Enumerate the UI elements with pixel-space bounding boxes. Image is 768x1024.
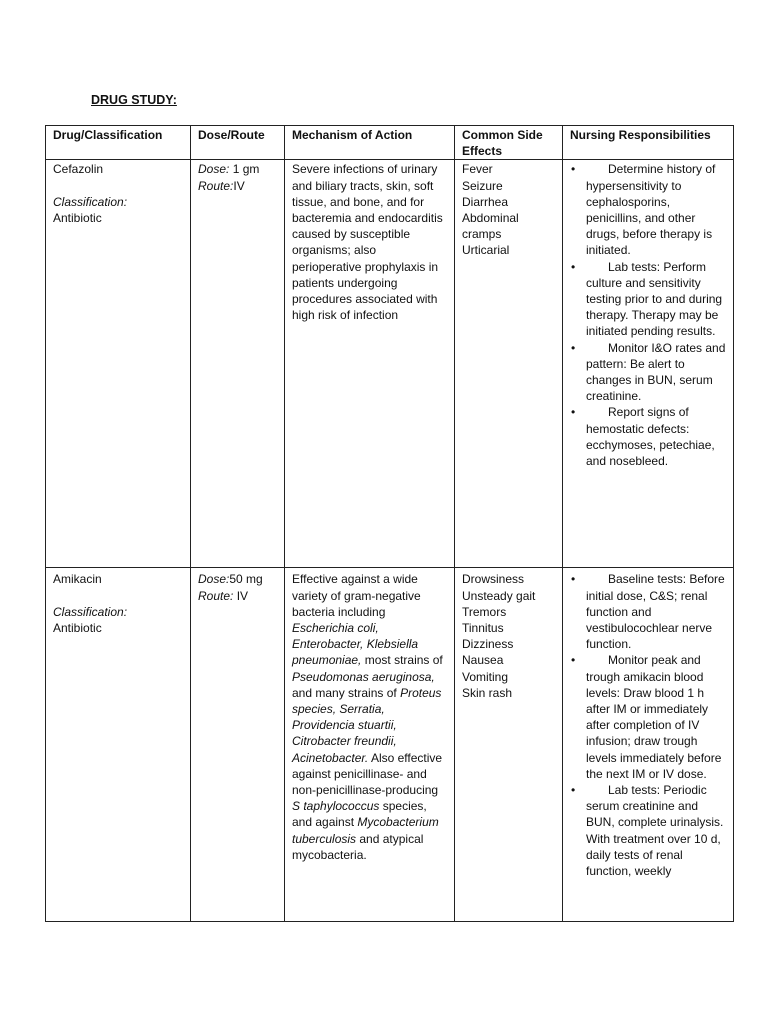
dose-label: Dose: [198,572,230,587]
route-label: Route: [198,178,234,193]
mechanism-organism: Escherichia coli, Enterobacter, Klebsiella pneumoniae, [292,621,419,668]
classification-value: Antibiotic [53,210,102,225]
route-label: Route: [198,588,234,603]
nursing-list [570,571,727,879]
nursing-cell [563,568,734,922]
header-mechanism: Mechanism of Action [285,126,455,160]
side-effect-item: Vomiting [462,669,509,684]
side-effect-item: Fever [462,162,493,177]
nursing-item: • Monitor I&O rates and pattern: Be alert to changes in BUN, serum creatinine. [570,340,727,405]
nursing-item: • Report signs of hemostatic defects: ecchymoses, petechiae, and nosebleed. [570,404,727,469]
document-title: DRUG STUDY: [91,93,177,107]
dose-value: 50 mg [229,572,263,587]
dose-cell [191,160,285,568]
mechanism-organism: Proteus species, Serratia, Providencia stuartii, Citrobacter freundii, Acinetobacter. [292,685,442,765]
side-effect-item: Diarrhea [462,194,509,209]
mechanism-organism: S taphylococcus [292,799,380,814]
header-side-effects: Common Side Effects [455,126,563,160]
classification-value: Antibiotic [53,620,102,635]
nursing-item: • Monitor peak and trough amikacin blood levels: Draw blood 1 h after IM or immediately after completion of IV infusion; draw trough levels immediately before the next IM or IV dose. [570,652,727,782]
mechanism-text: and atypical mycobacteria. [292,831,424,862]
mechanism-cell [285,568,455,922]
mechanism-text: Also effective against penicillinase- and non-penicillinase-producing [292,750,443,798]
drug-name: Amikacin [53,572,102,587]
nursing-item: • Lab tests: Perform culture and sensitivity testing prior to and during therapy. Therapy may be initiated pending results. [570,259,727,340]
mechanism-text: and many strains of [292,685,401,700]
side-effect-item: Nausea [462,653,504,668]
dose-cell [191,568,285,922]
header-nursing: Nursing Responsibilities [563,126,734,160]
side-effect-item: Skin rash [462,685,513,700]
table-row [46,160,734,568]
table-row [46,568,734,922]
mechanism-text: species, and against [292,799,427,830]
drug-name: Cefazolin [53,162,104,177]
route-value: IV [233,588,249,603]
dose-value: 1 gm [229,162,260,177]
side-effect-item: Abdominal cramps [462,211,519,242]
side-effect-item: Tremors [462,604,507,619]
mechanism-text: most strains of [361,653,443,668]
side-effect-item: Tinnitus [462,621,504,636]
drug-study-table [45,125,734,922]
nursing-cell [563,160,734,568]
nursing-list [570,161,727,469]
side-effect-item: Drowsiness [462,572,525,587]
drug-cell [46,160,191,568]
side-effect-item: Urticarial [462,243,510,258]
side-effects-cell [455,160,563,568]
nursing-item: • Determine history of hypersensitivity to cephalosporins, penicillins, and other drugs, before therapy is initiated. [570,161,727,258]
side-effect-item: Dizziness [462,637,514,652]
nursing-item: • Baseline tests: Before initial dose, C&S; renal function and vestibulocochlear nerve function. [570,571,727,652]
side-effect-item: Seizure [462,178,503,193]
header-drug-classification: Drug/Classification [46,126,191,160]
mechanism-organism: Pseudomonas aeruginosa, [292,669,435,684]
drug-cell [46,568,191,922]
classification-label: Classification: [53,604,128,619]
mechanism-text: Effective against a wide variety of gram-negative bacteria including [292,572,421,619]
classification-label: Classification: [53,194,128,209]
mechanism-organism: Mycobacterium tuberculosis [292,815,439,846]
header-dose-route: Dose/Route [191,126,285,160]
dose-label: Dose: [198,162,230,177]
header-row [46,126,734,160]
side-effect-item: Unsteady gait [462,588,536,603]
side-effects-cell [455,568,563,922]
mechanism-cell: Severe infections of urinary and biliary tracts, skin, soft tissue, and bone, and for bacteremia and endocarditis caused by susceptible organisms; also perioperative prophylaxis in patients undergoing procedures associated with high risk of infection [285,160,455,568]
nursing-item: • Lab tests: Periodic serum creatinine and BUN, complete urinalysis. With treatment over 10 d, daily tests of renal function, weekly [570,782,727,879]
route-value: IV [233,178,245,193]
